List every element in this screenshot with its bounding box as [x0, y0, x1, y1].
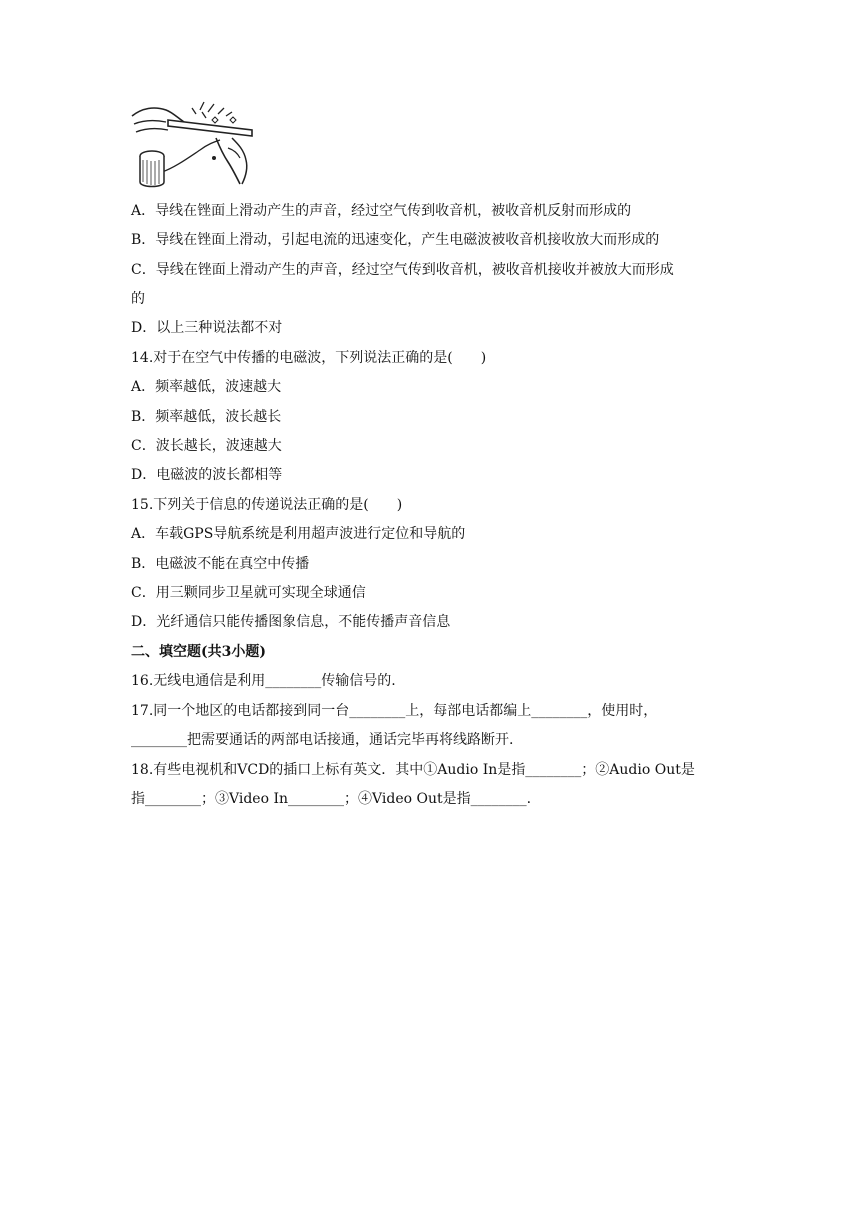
q14-stem: 14.对于在空气中传播的电磁波，下列说法正确的是( ) [131, 350, 487, 366]
q15-stem: 15.下列关于信息的传递说法正确的是( ) [131, 497, 403, 513]
file-wire-radio-illustration [128, 98, 258, 190]
section-heading-fill-in: 二、填空题(共3小题) [131, 644, 266, 660]
q17-line-2: ________把需要通话的两部电话接通，通话完毕再将线路断开. [131, 732, 514, 748]
q17-line-1: 17.同一个地区的电话都接到同一台________上，每部电话都编上________，使用时， [131, 703, 658, 719]
q13-option-c: C．导线在锉面上滑动产生的声音，经过空气传到收音机，被收音机接收并被放大而形成 [131, 262, 674, 278]
q13-option-a: A．导线在锉面上滑动产生的声音，经过空气传到收音机，被收音机反射而形成的 [131, 203, 632, 219]
q16-line-1: 16.无线电通信是利用________传输信号的. [131, 673, 396, 689]
q13-option-b: B．导线在锉面上滑动，引起电流的迅速变化，产生电磁波被收音机接收放大而形成的 [131, 232, 660, 248]
q13-option-c-continued: 的 [131, 291, 145, 307]
q15-option-d: D．光纤通信只能传播图象信息，不能传播声音信息 [131, 614, 451, 630]
q14-option-d: D．电磁波的波长都相等 [131, 467, 283, 483]
q15-option-b: B．电磁波不能在真空中传播 [131, 556, 310, 572]
q15-option-a: A．车载GPS导航系统是利用超声波进行定位和导航的 [131, 526, 466, 542]
q13-option-d: D．以上三种说法都不对 [131, 320, 283, 336]
q18-line-1: 18.有些电视机和VCD的插口上标有英文．其中①Audio In是指________；②Audio Out是 [131, 762, 695, 778]
q14-option-b: B．频率越低，波长越长 [131, 409, 282, 425]
q14-option-c: C．波长越长，波速越大 [131, 438, 282, 454]
q14-option-a: A．频率越低，波速越大 [131, 379, 282, 395]
q18-line-2: 指________；③Video In________；④Video Out是指________. [131, 791, 532, 807]
q15-option-c: C．用三颗同步卫星就可实现全球通信 [131, 585, 366, 601]
